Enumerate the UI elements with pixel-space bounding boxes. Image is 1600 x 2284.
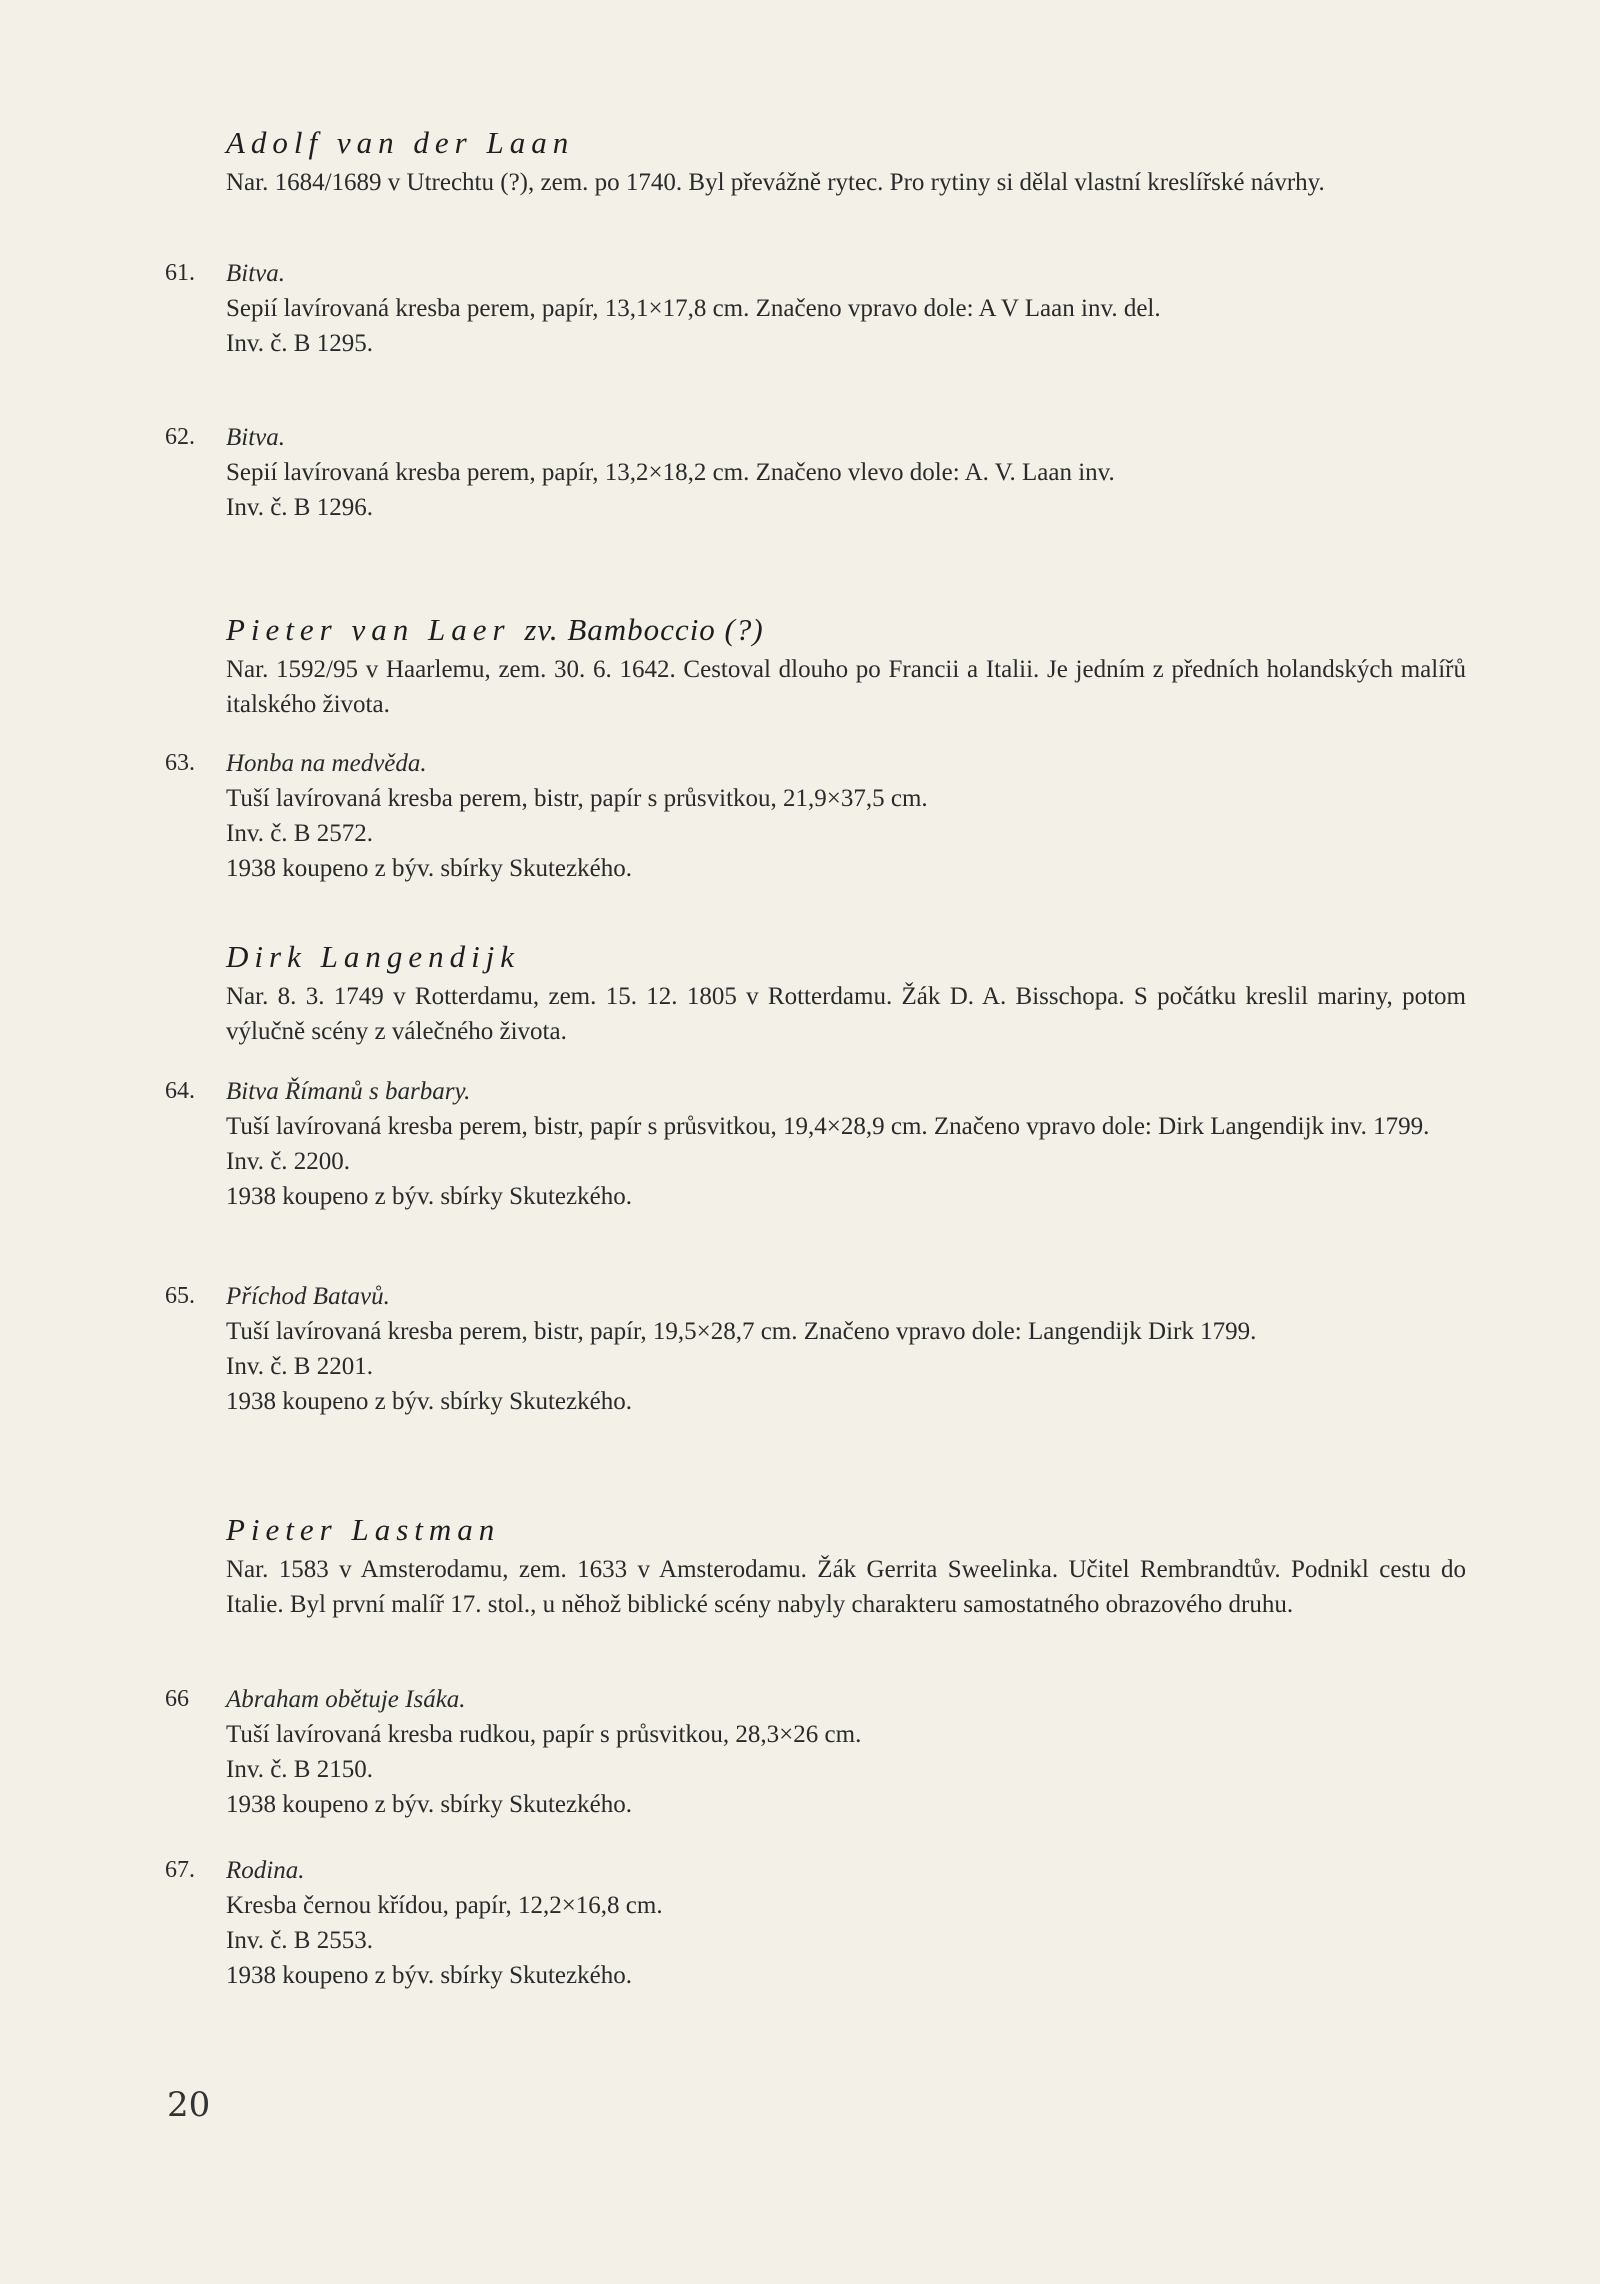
entry-provenance: 1938 koupeno z býv. sbírky Skutezkého. <box>226 1388 632 1415</box>
entry-number: 62. <box>165 424 195 450</box>
artist-name-main: Pieter van Laer <box>226 612 511 647</box>
page-number: 20 <box>167 2085 211 2125</box>
entry-title: Bitva. <box>226 424 286 451</box>
catalog-entry <box>165 1279 1465 1419</box>
catalog-entry <box>165 256 1465 361</box>
artist-name: Pieter Lastman <box>226 1512 501 1547</box>
artist-section <box>226 1512 1466 1622</box>
entry-title: Příchod Batavů. <box>226 1283 390 1310</box>
entry-provenance: 1938 koupeno z býv. sbírky Skutezkého. <box>226 1962 632 1989</box>
entry-description: Tuší lavírovaná kresba rudkou, papír s průsvitkou, 28,3×26 cm. <box>226 1721 862 1748</box>
entry-inventory: Inv. č. B 2572. <box>226 820 373 847</box>
entry-description: Sepií lavírovaná kresba perem, papír, 13,2×18,2 cm. Značeno vlevo dole: A. V. Laan inv. <box>226 459 1115 486</box>
artist-bio: Nar. 1684/1689 v Utrechtu (?), zem. po 1740. Byl převážně rytec. Pro rytiny si dělal vlastní kreslířské návrhy. <box>226 169 1325 196</box>
artist-bio: Nar. 8. 3. 1749 v Rotterdamu, zem. 15. 12. 1805 v Rotterdamu. Žák D. A. Bisschopa. S počátku kreslil mariny, potom výlučně scény z válečného života. <box>226 983 1466 1045</box>
entry-number: 66 <box>165 1686 189 1712</box>
artist-bio: Nar. 1583 v Amsterodamu, zem. 1633 v Amsterodamu. Žák Gerrita Sweelinka. Učitel Rembrandtův. Podnikl cestu do Italie. Byl první malíř 17. stol., u něhož biblické scény nabyly charakteru samostatného obrazového druhu. <box>226 1556 1466 1618</box>
entry-inventory: Inv. č. B 2553. <box>226 1927 373 1954</box>
entry-title: Abraham obětuje Isáka. <box>226 1686 466 1713</box>
entry-number: 64. <box>165 1078 195 1104</box>
artist-bio: Nar. 1592/95 v Haarlemu, zem. 30. 6. 1642. Cestoval dlouho po Francii a Italii. Je jedním z předních holandských malířů italského života. <box>226 656 1466 718</box>
entry-description: Kresba černou křídou, papír, 12,2×16,8 cm. <box>226 1892 663 1919</box>
artist-name: Adolf van der Laan <box>226 125 575 160</box>
entry-title: Honba na medvěda. <box>226 750 427 777</box>
entry-provenance: 1938 koupeno z býv. sbírky Skutezkého. <box>226 1183 632 1210</box>
entry-inventory: Inv. č. B 2150. <box>226 1756 373 1783</box>
entry-number: 61. <box>165 260 195 286</box>
entry-number: 63. <box>165 750 195 776</box>
catalog-entry <box>165 1074 1465 1214</box>
entry-description: Tuší lavírovaná kresba perem, bistr, papír s průsvitkou, 19,4×28,9 cm. Značeno vpravo dole: Dirk Langendijk inv. 1799. <box>226 1113 1430 1140</box>
entry-provenance: 1938 koupeno z býv. sbírky Skutezkého. <box>226 855 632 882</box>
catalog-entry <box>165 1682 1465 1822</box>
entry-inventory: Inv. č. 2200. <box>226 1148 351 1175</box>
entry-title: Rodina. <box>226 1857 305 1884</box>
entry-number: 65. <box>165 1283 195 1309</box>
entry-title: Bitva Římanů s barbary. <box>226 1078 471 1105</box>
entry-description: Tuší lavírovaná kresba perem, bistr, papír s průsvitkou, 21,9×37,5 cm. <box>226 785 928 812</box>
entry-description: Sepií lavírovaná kresba perem, papír, 13,1×17,8 cm. Značeno vpravo dole: A V Laan inv. del. <box>226 295 1161 322</box>
catalog-entry <box>165 1853 1465 1993</box>
entry-inventory: Inv. č. B 2201. <box>226 1353 373 1380</box>
artist-section <box>226 125 1466 200</box>
artist-section <box>226 612 1466 722</box>
artist-name-suffix: zv. Bamboccio (?) <box>524 612 764 647</box>
entry-provenance: 1938 koupeno z býv. sbírky Skutezkého. <box>226 1791 632 1818</box>
entry-inventory: Inv. č. B 1296. <box>226 494 373 521</box>
artist-name <box>226 612 1466 648</box>
entry-inventory: Inv. č. B 1295. <box>226 330 373 357</box>
catalog-entry <box>165 746 1465 886</box>
catalog-entry <box>165 420 1465 525</box>
entry-number: 67. <box>165 1857 195 1883</box>
entry-title: Bitva. <box>226 260 286 287</box>
entry-description: Tuší lavírovaná kresba perem, bistr, papír, 19,5×28,7 cm. Značeno vpravo dole: Langendijk Dirk 1799. <box>226 1318 1257 1345</box>
artist-name: Dirk Langendijk <box>226 939 521 974</box>
artist-section <box>226 939 1466 1049</box>
